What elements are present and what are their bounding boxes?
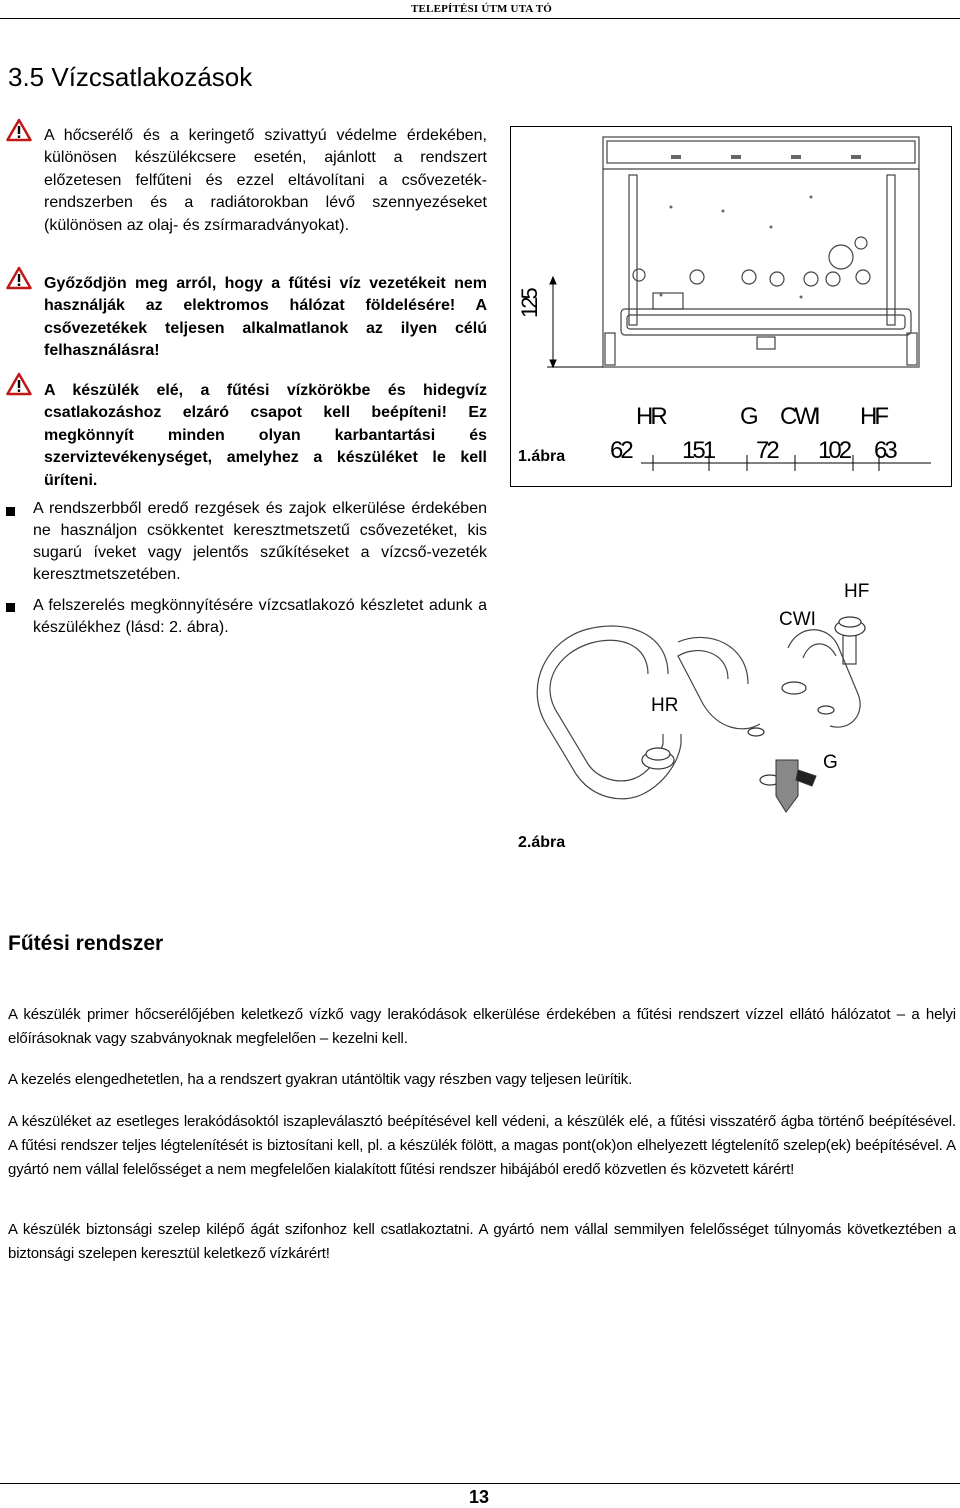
bullet-marker — [6, 603, 15, 612]
kit-label-cwi: CWI — [779, 609, 816, 630]
dimension-62: 62 — [610, 437, 631, 464]
warning-text-3: A készülék elé, a fűtési vízkörökbe és hidegvíz csatlakozáshoz elzáró csapot kell beépíteni! Ez megkönnyít minden olyan karbantartási és szerviztevékenységet, amelyhez a készüléket le kell üríteni. — [44, 382, 487, 489]
paragraph-2: A kezelés elengedhetetlen, ha a rendszert gyakran utántöltik vagy részben vagy teljesen leürítik. — [8, 1071, 633, 1088]
paragraph-4: A készülék biztonsági szelep kilépő ágát szifonhoz kell csatlakoztatni. A gyártó nem vállal semmilyen felelősséget túlnyomás következtében a biztonsági szelepen keresztül keletkező vízkárért! — [8, 1221, 956, 1262]
dimension-102: 102 — [818, 437, 850, 464]
dimension-151: 151 — [682, 437, 714, 464]
bullet-text-2: A felszerelés megkönnyítésére vízcsatlakozó készletet adunk a készülékhez (lásd: 2. ábra). — [33, 597, 487, 636]
bullet-marker — [6, 507, 15, 516]
connection-label-hf: HF — [860, 403, 886, 430]
paragraph-1: A készülék primer hőcserélőjében keletkező vízkő vagy lerakódások elkerülése érdekében a fűtési rendszert vízzel ellátó hálózatot – a helyi előírásoknak vagy szabványoknak megfelelően – kezelni kell. — [8, 1006, 956, 1047]
connection-kit-drawing — [498, 564, 958, 830]
connection-label-g: G — [740, 403, 756, 430]
connection-label-hr: HR — [636, 403, 665, 430]
kit-label-hr: HR — [651, 695, 679, 716]
subsection-title: Fűtési rendszer — [8, 932, 164, 955]
running-header: TELEPÍTÉSI ÚTM UTA TÓ — [410, 3, 552, 15]
warning-text-1: A hőcserélő és a keringető szivattyú védelme érdekében, különösen készülékcsere esetén, ajánlott a rendszert előzetesen felfűteni és ezzel eltávolítani a csővezeték-rendszerben és a radiátorokban lévő szennyezéseket (különösen az olaj- és zsírmaradványokat). — [44, 127, 487, 234]
figure-1-caption: 1.ábra — [518, 448, 566, 465]
dimension-63: 63 — [874, 437, 895, 464]
paragraph-3: A készüléket az esetleges lerakódásoktól iszapleválasztó beépítésével kell védeni, a készülék elé, a fűtési visszatérő ágba történő beépítésével. A fűtési rendszer teljes légtelenítését is biztosítani kell, pl. a készülék fölött, a magas pont(ok)on elhelyezett légtelenítő szelep(ek) beépítésével. A gyártó nem vállal felelősséget a nem megfelelően kialakított fűtési rendszer hibájából eredő közvetlen és közvetett kárért! — [8, 1113, 956, 1178]
kit-label-hf: HF — [844, 581, 870, 602]
warning-triangle-icon — [6, 118, 32, 142]
boiler-connection-drawing — [511, 127, 951, 485]
warning-text-2: Győződjön meg arról, hogy a fűtési víz vezetékeit nem használják az elektromos hálózat földelésére! A csővezetékek teljesen alkalmatlanok az ilyen célú felhasználásra! — [44, 275, 487, 360]
dimension-125: 125 — [517, 290, 542, 318]
page-number: 13 — [469, 1487, 490, 1507]
section-title: 3.5 Vízcsatlakozások — [8, 62, 253, 92]
figure-2-caption: 2.ábra — [518, 834, 566, 851]
connection-label-cwi: CWI — [780, 403, 818, 430]
footer-rule — [0, 1483, 960, 1484]
warning-triangle-icon — [6, 266, 32, 290]
dimension-72: 72 — [756, 437, 777, 464]
bullet-text-1: A rendszerbből eredő rezgések és zajok elkerülése érdekében ne használjon csökkentet keresztmetszetű csővezetéket, kis sugarú íveket vagy jelentős szűkítéseket a vízcső-vezeték keresztmetszetében. — [33, 500, 487, 583]
header-rule — [0, 18, 960, 19]
kit-label-g: G — [823, 752, 838, 773]
warning-triangle-icon — [6, 372, 32, 396]
